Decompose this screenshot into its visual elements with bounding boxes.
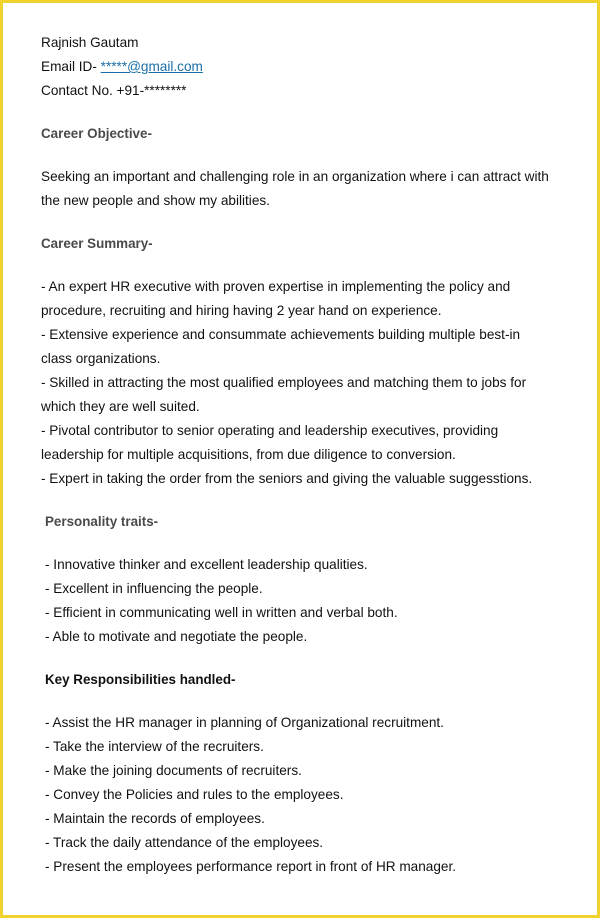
summary-line: class organizations. xyxy=(41,351,161,366)
key-responsibilities-section xyxy=(41,668,581,879)
summary-line: - Extensive experience and consummate achievements building multiple best-in xyxy=(41,327,521,342)
contact-number: Contact No. +91-******** xyxy=(41,83,187,98)
trait-item: - Innovative thinker and excellent leadership qualities. xyxy=(45,557,368,572)
career-objective-heading: Career Objective- xyxy=(41,126,152,141)
objective-line: the new people and show my abilities. xyxy=(41,193,270,208)
summary-line: - An expert HR executive with proven expertise in implementing the policy and xyxy=(41,279,511,294)
summary-line: which they are well suited. xyxy=(41,399,200,414)
objective-line xyxy=(41,165,581,189)
email-link[interactable]: *****@gmail.com xyxy=(100,59,203,74)
email-line xyxy=(41,55,581,79)
contact-block xyxy=(41,31,581,103)
objective-text: Seeking an important and challenging role in an organization where i can attract with xyxy=(41,169,549,184)
career-summary-heading: Career Summary- xyxy=(41,236,153,251)
responsibility-item: - Convey the Policies and rules to the employees. xyxy=(45,787,344,802)
responsibility-item: - Maintain the records of employees. xyxy=(45,811,265,826)
career-objective-section xyxy=(41,122,581,213)
responsibility-item: - Present the employees performance report in front of HR manager. xyxy=(45,859,457,874)
resume-page xyxy=(41,31,581,879)
personality-traits-heading: Personality traits- xyxy=(45,514,159,529)
summary-line: leadership for multiple acquisitions, from due diligence to conversion. xyxy=(41,447,456,462)
key-responsibilities-heading: Key Responsibilities handled- xyxy=(45,672,236,687)
trait-item: - Efficient in communicating well in written and verbal both. xyxy=(45,605,398,620)
candidate-name: Rajnish Gautam xyxy=(41,35,139,50)
responsibility-item: - Make the joining documents of recruiters. xyxy=(45,763,302,778)
responsibility-item: - Track the daily attendance of the employees. xyxy=(45,835,324,850)
career-summary-section xyxy=(41,232,581,491)
responsibility-item: - Assist the HR manager in planning of Organizational recruitment. xyxy=(45,715,444,730)
summary-line: - Expert in taking the order from the seniors and giving the valuable suggesstions. xyxy=(41,471,533,486)
summary-line: - Pivotal contributor to senior operating and leadership executives, providing xyxy=(41,423,499,438)
summary-line: - Skilled in attracting the most qualified employees and matching them to jobs for xyxy=(41,375,527,390)
trait-item: - Excellent in influencing the people. xyxy=(45,581,263,596)
trait-item: - Able to motivate and negotiate the people. xyxy=(45,629,308,644)
email-label: Email ID- xyxy=(41,59,101,74)
responsibility-item: - Take the interview of the recruiters. xyxy=(45,739,264,754)
personality-traits-section xyxy=(41,510,581,649)
summary-line: procedure, recruiting and hiring having 2 year hand on experience. xyxy=(41,303,442,318)
